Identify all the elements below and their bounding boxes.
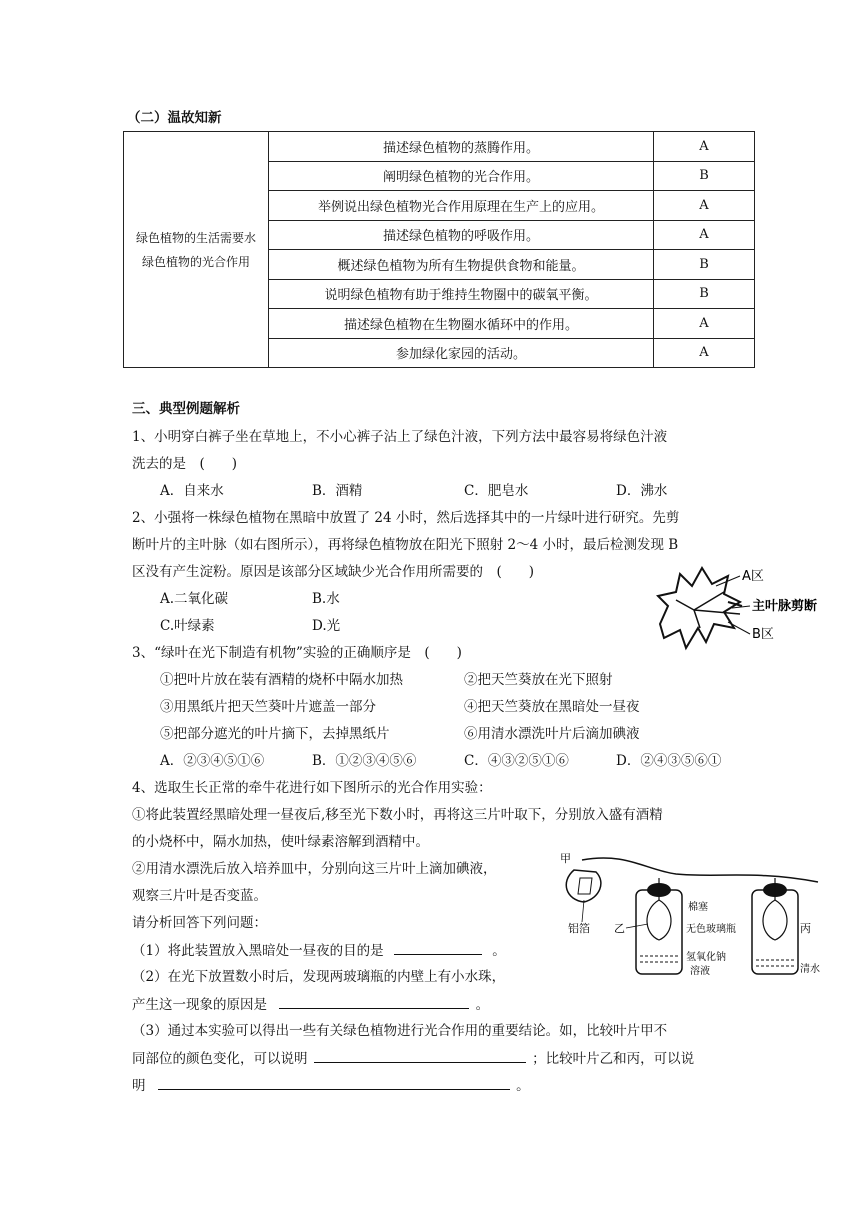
q2-option-c: C.叶绿素 xyxy=(160,618,215,634)
q4-sub2-line1: （2）在光下放置数小时后，发现两玻璃瓶的内壁上有小水珠， xyxy=(132,969,506,985)
objective-text: 阐明绿色植物的光合作用。 xyxy=(269,161,654,191)
q4-sub3-line3 xyxy=(132,1075,530,1096)
label-solution: 溶液 xyxy=(690,966,710,977)
answer-blank-2[interactable] xyxy=(279,994,469,1009)
answer-blank-1[interactable] xyxy=(394,940,482,955)
objective-level: A xyxy=(654,132,755,162)
q1-stem-line2: 洗去的是 ( ) xyxy=(132,456,238,472)
objective-text: 描述绿色植物在生物圈水循环中的作用。 xyxy=(269,309,654,339)
objective-text: 描述绿色植物的呼吸作用。 xyxy=(269,220,654,250)
q2-stem-line1: 2、小强将一株绿色植物在黑暗中放置了 24 小时，然后选择其中的一片绿叶进行研究。先剪 xyxy=(132,510,680,526)
objective-text: 概述绿色植物为所有生物提供食物和能量。 xyxy=(269,250,654,280)
q4-sub1-text: （1）将此装置放入黑暗处一昼夜的目的是 xyxy=(132,943,384,959)
q2-option-d: D.光 xyxy=(312,618,341,634)
q3-step-3: ③用黑纸片把天竺葵叶片遮盖一部分 xyxy=(160,699,376,715)
q3-option-d: D．②④③⑤⑥① xyxy=(616,753,722,769)
section3-title: 三、典型例题解析 xyxy=(132,401,240,417)
q1-stem-line1: 1、小明穿白裤子坐在草地上，不小心裤子沾上了绿色汁液，下列方法中最容易将绿色汁液 xyxy=(132,429,668,445)
objective-level: B xyxy=(654,250,755,280)
q1-option-a: A．自来水 xyxy=(160,483,224,499)
objective-level: B xyxy=(654,161,755,191)
q3-option-b: B．①②③④⑤⑥ xyxy=(312,753,417,769)
q4-stem-line3: 的小烧杯中，隔水加热，使叶绿素溶解到酒精中。 xyxy=(132,834,429,850)
objective-text: 参加绿化家园的活动。 xyxy=(269,338,654,368)
leaf-figure xyxy=(640,562,850,658)
label-bottle: 无色玻璃瓶 xyxy=(686,924,736,935)
objective-level: A xyxy=(654,191,755,221)
q4-stem-line5: 观察三片叶是否变蓝。 xyxy=(132,888,267,904)
objective-text: 描述绿色植物的蒸腾作用。 xyxy=(269,132,654,162)
q4-sub2-end: 。 xyxy=(475,997,490,1013)
objectives-table xyxy=(123,131,755,368)
q3-step-2: ②把天竺葵放在光下照射 xyxy=(464,672,613,688)
q3-step-5: ⑤把部分遮光的叶片摘下，去掉黑纸片 xyxy=(160,726,390,742)
q4-stem-line6: 请分析回答下列问题： xyxy=(132,915,267,931)
leaf-label-cut: 主叶脉剪断 xyxy=(752,599,818,614)
answer-blank-3[interactable] xyxy=(314,1048,526,1063)
q4-sub2-text: 产生这一现象的原因是 xyxy=(132,997,267,1013)
objective-level: B xyxy=(654,279,755,309)
q3-step-6: ⑥用清水漂洗叶片后滴加碘液 xyxy=(464,726,640,742)
q4-sub3-line1: （3）通过本实验可以得出一些有关绿色植物进行光合作用的重要结论。如，比较叶片甲不 xyxy=(132,1023,668,1039)
q2-option-b: B.水 xyxy=(312,591,340,607)
q4-sub3-text-b: ；比较叶片乙和丙，可以说 xyxy=(532,1051,695,1067)
label-yi: 乙 xyxy=(614,922,625,935)
q4-sub3-text-a: 同部位的颜色变化，可以说明 xyxy=(132,1051,308,1067)
q4-sub3-end: 。 xyxy=(516,1078,530,1094)
vine-stem-icon xyxy=(582,858,818,882)
q3-step-1: ①把叶片放在装有酒精的烧杯中隔水加热 xyxy=(160,672,403,688)
q4-sub1 xyxy=(132,940,506,961)
q4-stem-line2: ①将此装置经黑暗处理一昼夜后,移至光下数小时，再将这三片叶取下，分别放入盛有酒精 xyxy=(132,807,663,823)
q4-sub2 xyxy=(132,994,489,1015)
objective-text: 说明绿色植物有助于维持生物圈中的碳氧平衡。 xyxy=(269,279,654,309)
q1-option-d: D．沸水 xyxy=(616,483,668,499)
label-jia: 甲 xyxy=(560,852,571,865)
label-water: 清水 xyxy=(800,964,820,975)
q2-stem-line2: 断叶片的主叶脉（如右图所示），再将绿色植物放在阳光下照射 2～4 小时，最后检测发现 B xyxy=(132,537,679,553)
q2-option-a: A.二氧化碳 xyxy=(160,591,229,607)
q4-sub1-end: 。 xyxy=(492,943,506,959)
objective-level: A xyxy=(654,220,755,250)
section2-title: （二）温故知新 xyxy=(127,110,222,126)
q2-stem-line3: 区没有产生淀粉。原因是该部分区域缺少光合作用所需要的 ( ) xyxy=(132,564,535,580)
leaf-jia-icon xyxy=(566,870,601,902)
q3-step-4: ④把天竺葵放在黑暗处一昼夜 xyxy=(464,699,640,715)
objective-text: 举例说出绿色植物光合作用原理在生产上的应用。 xyxy=(269,191,654,221)
q4-sub3-text-c: 明 xyxy=(132,1078,146,1094)
leaf-label-b: B区 xyxy=(752,627,774,642)
label-naoh: 氢氧化钠 xyxy=(686,952,726,963)
q1-option-c: C．肥皂水 xyxy=(464,483,529,499)
objective-level: A xyxy=(654,338,755,368)
q4-stem-line1: 4、选取生长正常的牵牛花进行如下图所示的光合作用实验： xyxy=(132,780,492,796)
label-bing: 丙 xyxy=(800,922,811,935)
leaf-outline-icon xyxy=(658,568,740,648)
q4-stem-line4: ②用清水漂洗后放入培养皿中，分别向这三片叶上滴加碘液， xyxy=(132,861,497,877)
q1-option-b: B．酒精 xyxy=(312,483,363,499)
q4-sub3-line2 xyxy=(132,1048,694,1069)
objective-level: A xyxy=(654,309,755,339)
answer-blank-4[interactable] xyxy=(158,1075,510,1090)
q3-option-a: A．②③④⑤①⑥ xyxy=(160,753,265,769)
label-cotton: 棉塞 xyxy=(688,902,708,913)
q3-option-c: C．④③②⑤①⑥ xyxy=(464,753,569,769)
q3-stem: 3、“绿叶在光下制造有机物”实验的正确顺序是 ( ) xyxy=(132,645,462,661)
apparatus-figure xyxy=(556,848,832,984)
leaf-label-a: A区 xyxy=(742,569,764,584)
table-row xyxy=(124,132,755,162)
label-foil: 铝箔 xyxy=(568,922,590,935)
topic-cell: 绿色植物的生活需要水绿色植物的光合作用 xyxy=(124,132,269,368)
